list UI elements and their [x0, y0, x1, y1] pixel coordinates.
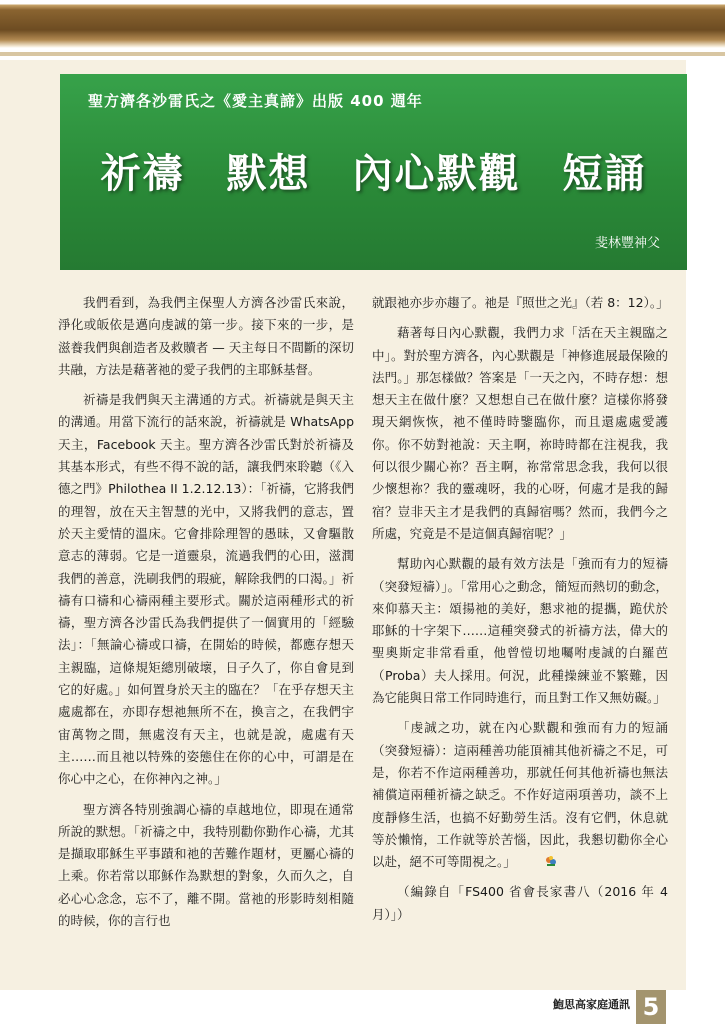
article-title: 祈禱 默想 內心默觀 短誦: [100, 150, 647, 197]
paragraph: 幫助內心默觀的最有效方法是「強而有力的短禱（突發短禱）」。「常用心之動念，簡短而熱切的動念，來仰慕天主：頌揚祂的美好，懇求祂的提攜，跪伏於耶穌的十字架下……這種突發式的祈禱方法，偉大的聖奧斯定非常看重，他曾愷切地囑咐虔誠的白羅芭（Proba）夫人採用。何況，此種操練並不繁難，因為它能與日常工作同時進行，而且對工作又無妨礙。」: [372, 556, 668, 706]
article-author: 斐林豐神父: [594, 236, 660, 251]
paragraph: 聖方濟各特別強調心禱的卓越地位，即現在通常所說的默想。「祈禱之中，我特別勸你勤作心禱，尤其是擷取耶穌生平事蹟和祂的苦難作題材，更屬心禱的上乘。你若常以耶穌作為默想的對象，久而久之，自必心心念念，忘不了，離不開。當祂的形影時刻相隨的時候，你的言行也: [58, 801, 354, 929]
top-decorative-band: [0, 0, 725, 48]
page-number: 5: [636, 990, 666, 1024]
top-divider-line: [0, 52, 725, 56]
paragraph: 我們看到，為我們主保聖人方濟各沙雷氏來說，淨化或皈依是邁向虔誠的第一步。接下來的一步，是滋養我們與創造者及救贖者 — 天主每日不間斷的深切共融，方法是藉著祂的愛子我們的主耶穌基督。: [58, 295, 354, 377]
publication-name: 鮑思高家庭通訊: [553, 998, 630, 1011]
paragraph: 藉著每日內心默觀，我們力求「活在天主親臨之中」。對於聖方濟各，內心默觀是「神修進展最保險的法門。」那怎樣做？答案是「一天之內，不時存想：想想天主在做什麼？又想想自己在做什麼？這樣你將發現天網恢恢，祂不僅時時鑒臨你，而且還處處愛護你。你不妨對祂說：天主啊，祢時時都在注視我，我何以很少關心祢？吾主啊，祢常常思念我，我何以很少懷想祢？我的靈魂呀，我的心呀，何處才是我的歸宿？豈非天主才是我們的真歸宿嗎？然而，我們今之所處，究竟是不是這個真歸宿呢？」: [372, 325, 668, 541]
right-text-column: [372, 292, 668, 934]
end-mark-icon: [519, 853, 533, 867]
article-subtitle: 聖方濟各沙雷氏之《愛主真諦》出版 400 週年: [88, 92, 423, 110]
paragraph-continuation: 就跟祂亦步亦趨了。祂是『照世之光』（若 8：12）。」: [372, 295, 669, 310]
source-citation: （編錄自「FS400 省會長家書八（2016 年 4 月）」）: [372, 884, 668, 922]
paragraph-final-text: 「虔誠之功，就在內心默觀和強而有力的短誦（突發短禱）：這兩種善功能頂補其他祈禱之不足，可是，你若不作這兩種善功，那就任何其他祈禱也無法補償這兩種祈禱之缺乏。不作好這兩項善功，談不上度靜修生活，也搞不好勤勞生活。沒有它們，休息就等於懶惰，工作就等於苦惱，因此，我懇切勸你全心以赴，絕不可等閒視之。」: [372, 720, 668, 870]
paragraph: 祈禱是我們與天主溝通的方式。祈禱就是與天主的溝通。用當下流行的話來說，祈禱就是 WhatsApp 天主，Facebook 天主。聖方濟各沙雷氏對於祈禱及其基本形式，有些不得不說的話，讓我們來聆聽（《入德之門》Philothea II 1.2.12.13）：「祈禱，它將我們的理智，放在天主智慧的光中，又將我們的意志，置於天主愛情的溫床。它會排除理智的愚昧，又會驅散意志的薄弱。它是一道靈泉，流過我們的心田，滋潤我們的善意，洗刷我們的瑕疵，解除我們的口渴。」祈禱有口禱和心禱兩種主要形式。關於這兩種形式的祈禱，聖方濟各沙雷氏為我們提供了一個實用的「經驗法」：「無論心禱或口禱，在開始的時候，都應存想天主親臨，這條規矩總別破壞，日子久了，你自會見到它的好處。」如何置身於天主的臨在？「在乎存想天主處處都在，亦即存想祂無所不在，換言之，在我們宇宙萬物之間，無處沒有天主，也就是說，處處有天主……而且祂以特殊的姿態住在你的心中，可謂是在你心中之心，在你神內之神。」: [58, 392, 354, 787]
paragraph-final: [372, 717, 668, 873]
left-text-column: [58, 292, 354, 940]
